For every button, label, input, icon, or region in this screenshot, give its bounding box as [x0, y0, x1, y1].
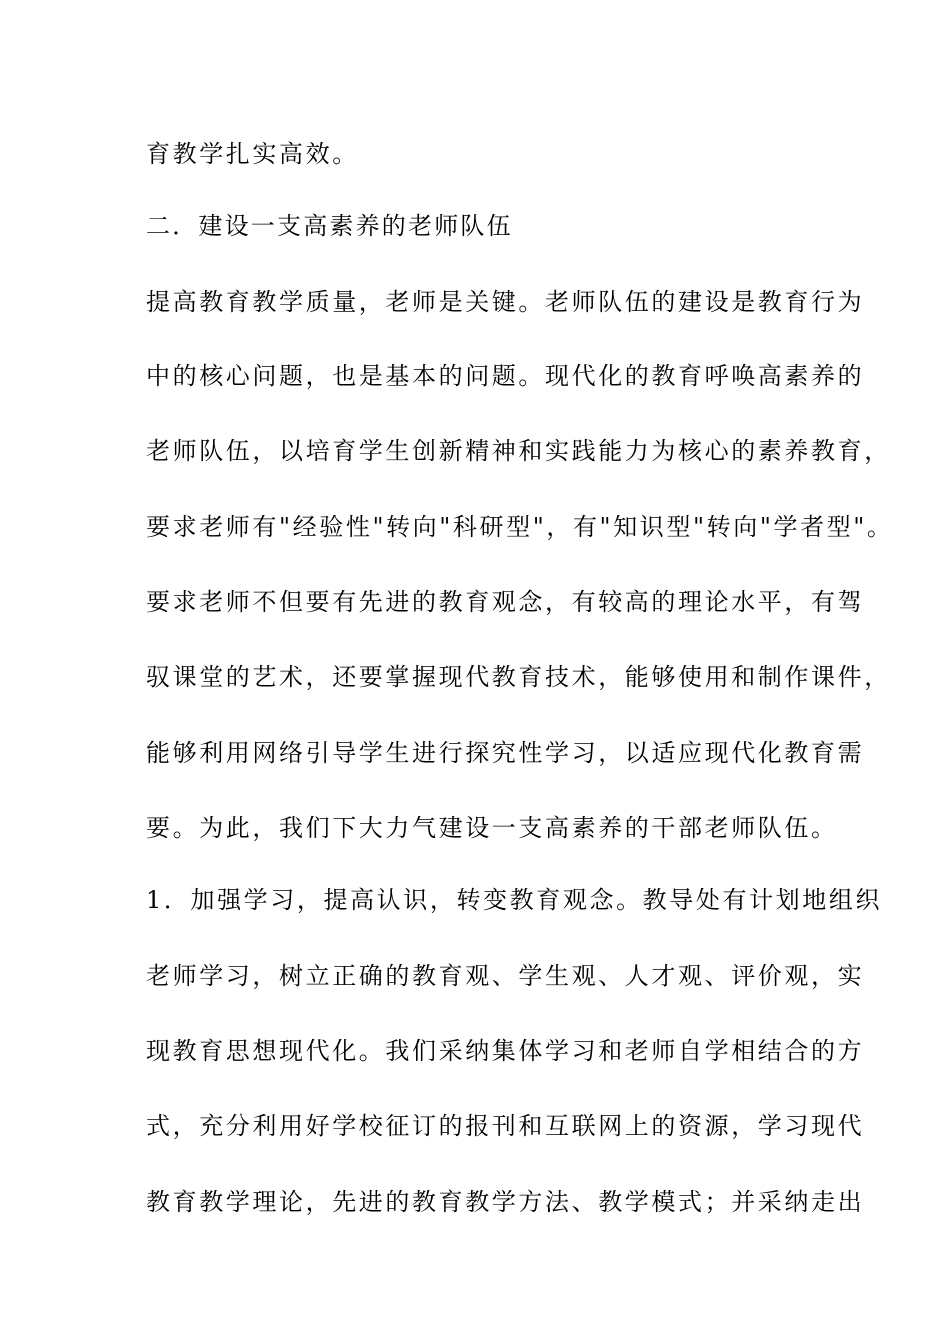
- text-line: 育教学扎实高效。: [146, 140, 359, 168]
- text-line: 要求老师有"经验性"转向"科研型"，有"知识型"转向"学者型"。: [146, 513, 894, 541]
- numbered-item: 1．加强学习，提高认识，转变教育观念。教导处有计划地组织: [146, 886, 883, 914]
- text-line: 能够利用网络引导学生进行探究性学习，以适应现代化教育需: [146, 739, 865, 767]
- text-line: 中的核心问题，也是基本的问题。现代化的教育呼唤高素养的: [146, 362, 865, 390]
- text-line: 老师队伍，以培育学生创新精神和实践能力为核心的素养教育，: [146, 437, 891, 465]
- text-line: 式，充分利用好学校征订的报刊和互联网上的资源，学习现代: [146, 1112, 865, 1140]
- text-line: 现教育思想现代化。我们采纳集体学习和老师自学相结合的方: [146, 1037, 865, 1065]
- text-line: 提高教育教学质量，老师是关键。老师队伍的建设是教育行为: [146, 288, 865, 316]
- text-line: 老师学习，树立正确的教育观、学生观、人才观、评价观，实: [146, 962, 865, 990]
- text-line: 要求老师不但要有先进的教育观念，有较高的理论水平，有驾: [146, 588, 865, 616]
- text-line: 要。为此，我们下大力气建设一支高素养的干部老师队伍。: [146, 814, 838, 842]
- text-line: 驭课堂的艺术，还要掌握现代教育技术，能够使用和制作课件，: [146, 663, 891, 691]
- text-line: 教育教学理论，先进的教育教学方法、教学模式；并采纳走出: [146, 1188, 865, 1216]
- section-heading: 二．建设一支高素养的老师队伍: [146, 212, 513, 240]
